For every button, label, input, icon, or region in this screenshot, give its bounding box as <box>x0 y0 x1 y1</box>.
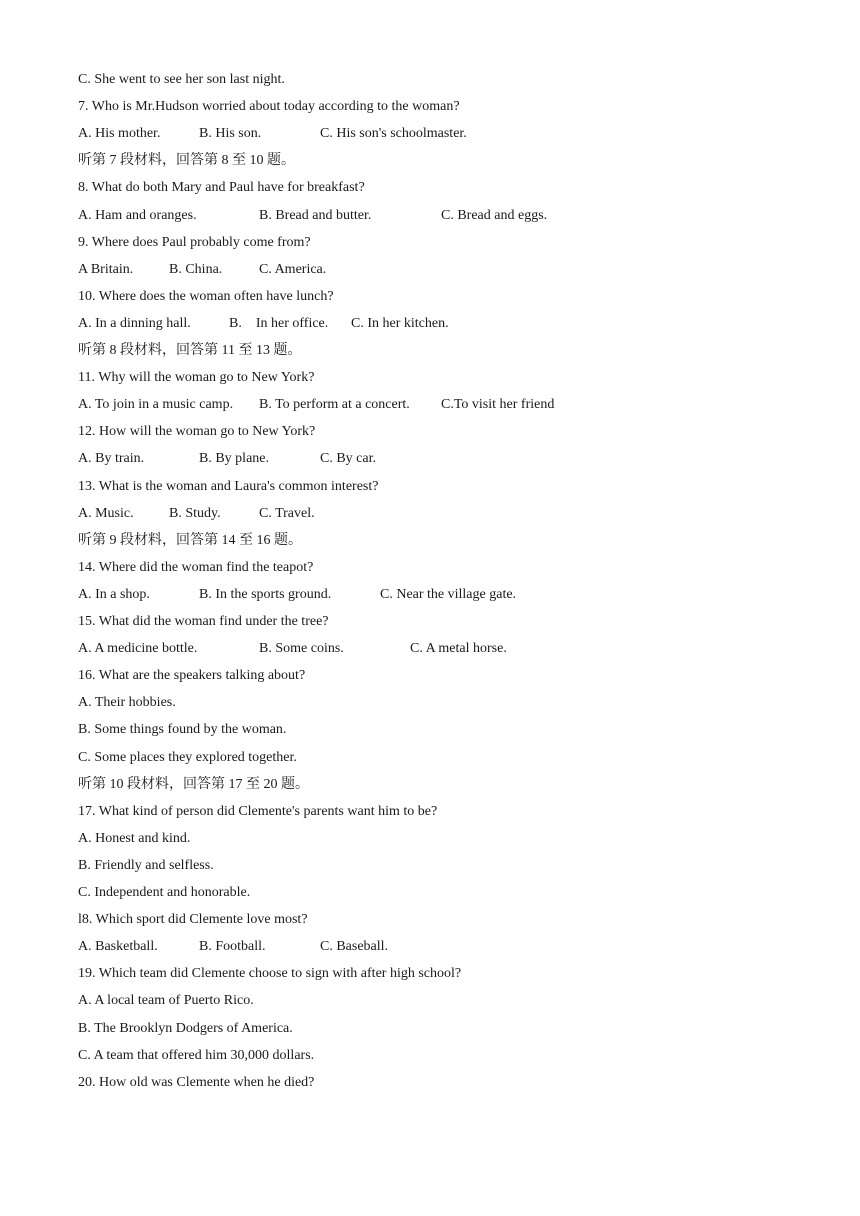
answer-option: B. By plane. <box>199 451 269 467</box>
answer-option: C. She went to see her son last night. <box>78 72 285 87</box>
answer-option: B. In her office. <box>229 315 329 331</box>
answer-option: C. His son's schoolmaster. <box>320 126 467 142</box>
answer-option: B. In the sports ground. <box>199 586 332 602</box>
answer-option: B. Some things found by the woman. <box>78 722 287 738</box>
answer-option: C.To visit her friend <box>441 397 555 413</box>
answer-option: C. In her kitchen. <box>351 315 449 331</box>
answer-option: C. Near the village gate. <box>380 586 517 602</box>
answer-option: A. To join in a music camp. <box>78 397 234 413</box>
question-text: 14. Where did the woman find the teapot? <box>78 559 314 575</box>
answer-option: C. A team that offered him 30,000 dollars. <box>78 1047 315 1063</box>
section-instruction: 听第 9 段材料，回答第 14 至 16 题。 <box>78 532 302 548</box>
section-instruction: 听第 8 段材料，回答第 11 至 13 题。 <box>78 343 302 358</box>
answer-option: A. His mother. <box>78 126 161 142</box>
option-row <box>78 120 778 147</box>
answer-option: A. A local team of Puerto Rico. <box>78 993 254 1009</box>
answer-option: A. A medicine bottle. <box>78 641 198 657</box>
answer-option: A. In a shop. <box>78 586 150 602</box>
question-text: 10. Where does the woman often have lunch? <box>78 288 334 304</box>
answer-option: A. Basketball. <box>78 939 158 955</box>
answer-option: B. Study. <box>169 505 221 521</box>
option-row <box>78 202 778 229</box>
answer-option: A Britain. <box>78 261 134 277</box>
option-row <box>78 933 778 960</box>
answer-option: A. In a dinning hall. <box>78 315 191 331</box>
option-row <box>78 635 778 662</box>
answer-option: A. Music. <box>78 505 134 521</box>
answer-option: A. Their hobbies. <box>78 695 176 711</box>
question-text: 7. Who is Mr.Hudson worried about today according to the woman? <box>78 99 460 115</box>
answer-option: C. Bread and eggs. <box>441 207 548 223</box>
answer-option: A. Honest and kind. <box>78 830 191 846</box>
answer-option: B. China. <box>169 261 223 277</box>
answer-option: C. Baseball. <box>320 939 389 955</box>
question-text: 19. Which team did Clemente choose to sign with after high school? <box>78 966 462 982</box>
section-instruction: 听第 7 段材料，回答第 8 至 10 题。 <box>78 153 295 169</box>
question-text: 16. What are the speakers talking about? <box>78 668 306 684</box>
question-text: l8. Which sport did Clemente love most? <box>78 912 308 928</box>
answer-option: B. Football. <box>199 939 266 955</box>
question-text: 8. What do both Mary and Paul have for breakfast? <box>78 180 365 196</box>
section-instruction: 听第 10 段材料，回答第 17 至 20 题。 <box>78 776 309 792</box>
answer-option: B. The Brooklyn Dodgers of America. <box>78 1020 293 1036</box>
question-text: 9. Where does Paul probably come from? <box>78 234 311 250</box>
option-row <box>78 391 778 418</box>
answer-option: A. By train. <box>78 451 145 467</box>
option-row <box>78 310 778 337</box>
answer-option: C. America. <box>259 261 327 277</box>
answer-option: C. A metal horse. <box>410 641 507 657</box>
option-row <box>78 256 778 283</box>
option-row <box>78 500 778 527</box>
option-row <box>78 581 778 608</box>
question-text: 20. How old was Clemente when he died? <box>78 1074 315 1090</box>
question-text: 12. How will the woman go to New York? <box>78 424 316 440</box>
answer-option: C. Travel. <box>259 505 315 521</box>
question-text: 13. What is the woman and Laura's common interest? <box>78 478 379 494</box>
option-row <box>78 445 778 472</box>
question-text: 11. Why will the woman go to New York? <box>78 370 315 386</box>
answer-option: B. His son. <box>199 126 262 142</box>
answer-option: C. Independent and honorable. <box>78 885 251 900</box>
answer-option: B. To perform at a concert. <box>259 397 410 413</box>
answer-option: C. By car. <box>320 451 376 467</box>
question-text: 15. What did the woman find under the tree? <box>78 614 329 629</box>
question-text: 17. What kind of person did Clemente's parents want him to be? <box>78 803 438 819</box>
answer-option: B. Bread and butter. <box>259 207 372 223</box>
answer-option: C. Some places they explored together. <box>78 749 297 765</box>
answer-option: A. Ham and oranges. <box>78 207 197 223</box>
answer-option: B. Some coins. <box>259 641 344 657</box>
answer-option: B. Friendly and selfless. <box>78 857 214 873</box>
